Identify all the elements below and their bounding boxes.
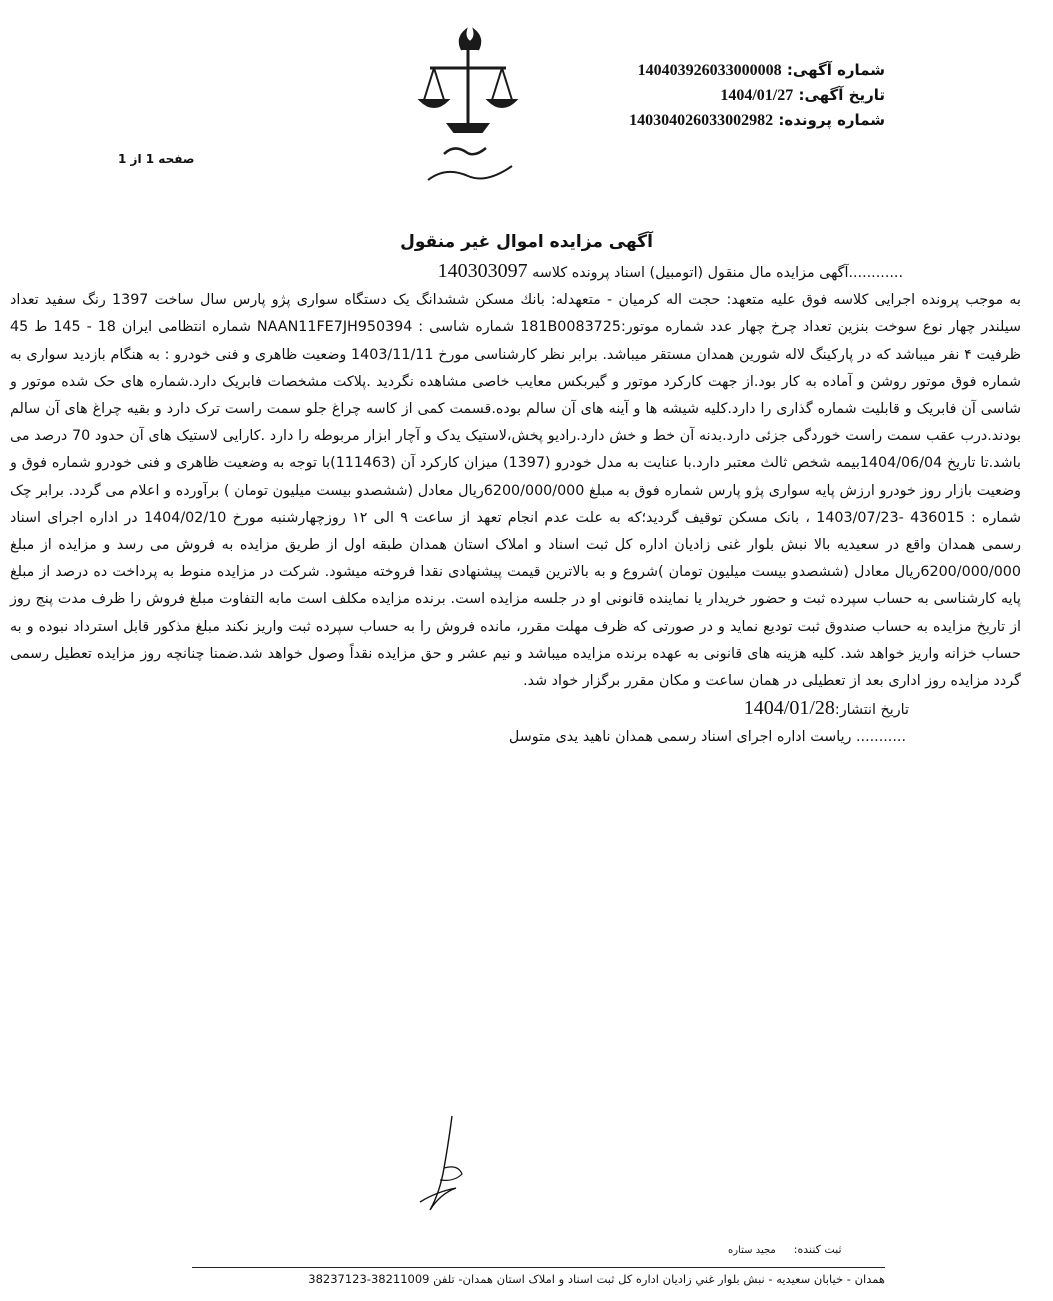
notice-date: 1404/01/27 bbox=[720, 87, 794, 104]
notice-body: به موجب پرونده اجرایی کلاسه فوق علیه متعهد: حجت اله کرمیان - متعهدله: بانك مسكن ششدانگ یک دستگاه سواری پژو پارس سال ساخت 1397 رنگ سفید تعداد سیلندر چهار نوع سوخت بنزین تعداد چرخ چهار عدد شماره موتور:181B0083725 شماره شاسی : NAAN11FE7JH950394 شماره انتظامی ایران 18 - 145 ط 45 ظرفیت ۴ نفر میباشد که در پارکینگ لاله شورین همدان مستقر میباشد. برابر نظر کارشناسی مورخ 1403/11/11 وضعیت ظاهری و فنی خودرو : به هنگام بازدید سواری به شماره فوق موتور روشن و آماده به کار بود.از جهت کارکرد موتور و گیربکس معایب خاصی مشاهده نگردید .پلاکت مشخصات فابریک دارد.شماره های حک شده موتور و شاسی آن فابریک و قابلیت شماره گذاری را دارد.کلیه شیشه ها و آینه های آن سالم بوده.قسمت کمی از کاسه چراغ جلو سمت راست ترک دارد و بقیه چراغ های آن سالم بودند.درب عقب سمت راست خوردگی جزئی دارد.بدنه آن خط و خش دارد.رادیو پخش،لاستیک یدک و آچار ابزار مربوطه را دارد .کارایی لاستیک های آن حدود 70 درصد می باشد.تا تاریخ 1404/06/04بیمه شخص ثالث معتبر دارد.با عنایت به مدل خودرو (1397) میزان کارکرد آن (111463)با توجه به وضعیت ظاهری و فنی خودرو شماره فوق و وضعیت بازار روز خودرو ارزش پایه سواری پژو پارس شماره فوق به مبلغ 6200/000/000ریال معادل (ششصدو بیست میلیون تومان ) برآورده و اعلام می گردد. برابر چک شماره : 436015 -1403/07/23 ، بانک مسکن توقیف گردید؛که به علت عدم انجام تعهد از ساعت ۹ الی ۱۲ روزچهارشنبه مورخ 1404/02/10 در اداره اجرای اسناد رسمی همدان واقع در سعیدیه بالا نبش بلوار غنی زادیان اداره کل ثبت اسناد و املاک استان همدان طبقه اول از طریق مزایده به فروش می رسد و مزایده از مبلغ 6200/000/000ریال معادل (ششصدو بیست میلیون تومان )شروع و به بالاترین قیمت پیشنهادی نقدا فروخته میشود. شرکت در مزایده منوط به پرداخت ده درصد از مبلغ پایه کارشناسی به حساب سپرده ثبت و حضور خریدار یا نماینده قانونی او در جلسه مزایده است. برنده مزایده مکلف است مابه التفاوت مبلغ فروش را ظرف مدت پنج روز از تاریخ مزایده به حساب صندوق ثبت تودیع نماید و در صورتی که ظرف مهلت مقرر، مانده فروش را به حساب سپرده ثبت واریز نکند مبلغ مذکور قابل استرداد نبوده و به حساب خزانه واریز خواهد شد. کلیه هزینه های قانونی به عهده برنده مزایده میباشد و نیم عشر و حق مزایده نقداً وصول خواهد شد.ضمنا چنانچه روز مزایده تعطیل رسمی گردد مزایده روز اداری بعد از تعطیلی در همان ساعت و مکان مقرر برگزار خواد شد. bbox=[10, 292, 1022, 690]
notice-number: 140403926033000008 bbox=[637, 62, 782, 79]
notice-subheading bbox=[10, 258, 1021, 287]
notice-date-label: تاریخ آگهی: bbox=[798, 86, 885, 104]
case-number-label: شماره پرونده: bbox=[778, 111, 885, 129]
document-title: آگهی مزایده اموال غیر منقول bbox=[400, 232, 653, 252]
notice-content bbox=[10, 258, 1021, 752]
signatory-line: ........... ریاست اداره اجرای اسناد رسمی همدان ناهید یدی متوسل bbox=[508, 729, 906, 746]
registrar-name: مجید ستاره bbox=[728, 1245, 776, 1256]
notice-meta bbox=[629, 58, 885, 133]
notice-number-label: شماره آگهی: bbox=[786, 61, 885, 79]
footer-address: همدان - خیابان سعیدیه - نبش بلوار غني زادیان اداره کل ثبت اسناد و املاک استان همدان- تلفن 38211009-38237123 bbox=[192, 1267, 885, 1286]
publish-date: 1404/01/28 bbox=[743, 697, 835, 720]
registrar-label: ثبت کننده: bbox=[793, 1243, 842, 1256]
subhead-text: ............آگهی مزایده مال منقول (اتومبیل) اسناد پرونده کلاسه bbox=[532, 265, 903, 281]
publish-date-label: تاریخ انتشار: bbox=[834, 702, 909, 719]
page-count: صفحه 1 از 1 bbox=[118, 152, 195, 166]
case-number: 140304026033002982 bbox=[629, 112, 774, 129]
subhead-case-number: 140303097 bbox=[437, 260, 528, 282]
publish-date-line bbox=[10, 695, 1021, 724]
judiciary-emblem bbox=[408, 20, 528, 190]
registrar-line bbox=[728, 1243, 842, 1256]
handwritten-signature bbox=[382, 1110, 502, 1220]
